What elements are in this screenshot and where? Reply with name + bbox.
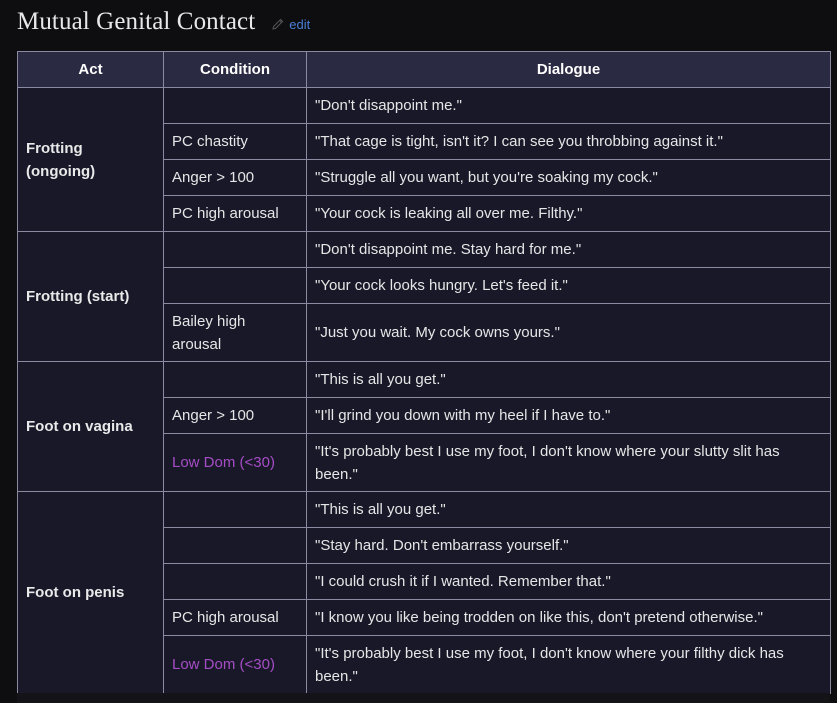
condition-cell bbox=[164, 362, 307, 398]
dialogue-cell: "Your cock looks hungry. Let's feed it." bbox=[307, 268, 831, 304]
table-row bbox=[18, 492, 831, 528]
condition-cell: PC high arousal bbox=[164, 600, 307, 636]
dialogue-cell: "Stay hard. Don't embarrass yourself." bbox=[307, 528, 831, 564]
header-condition: Condition bbox=[164, 52, 307, 88]
condition-cell bbox=[164, 564, 307, 600]
condition-cell bbox=[164, 232, 307, 268]
condition-cell: PC chastity bbox=[164, 124, 307, 160]
dialogue-cell: "Don't disappoint me." bbox=[307, 88, 831, 124]
dialogue-cell: "That cage is tight, isn't it? I can see you throbbing against it." bbox=[307, 124, 831, 160]
dialogue-cell: "I could crush it if I wanted. Remember that." bbox=[307, 564, 831, 600]
condition-cell: Low Dom (<30) bbox=[164, 434, 307, 492]
section-heading bbox=[17, 8, 310, 36]
header-dialogue: Dialogue bbox=[307, 52, 831, 88]
dialogue-cell: "Don't disappoint me. Stay hard for me." bbox=[307, 232, 831, 268]
dialogue-cell: "Your cock is leaking all over me. Filthy." bbox=[307, 196, 831, 232]
dialogue-cell: "I know you like being trodden on like this, don't pretend otherwise." bbox=[307, 600, 831, 636]
condition-cell bbox=[164, 528, 307, 564]
edit-label: edit bbox=[289, 17, 311, 32]
dialogue-cell: "It's probably best I use my foot, I don't know where your slutty slit has been." bbox=[307, 434, 831, 492]
dialogue-cell: "Just you wait. My cock owns yours." bbox=[307, 304, 831, 362]
condition-cell: Bailey high arousal bbox=[164, 304, 307, 362]
dialogue-table bbox=[17, 51, 831, 694]
header-act: Act bbox=[18, 52, 164, 88]
table-row bbox=[18, 362, 831, 398]
pencil-icon bbox=[271, 17, 285, 31]
dialogue-cell: "This is all you get." bbox=[307, 492, 831, 528]
act-cell: Frotting (start) bbox=[18, 232, 164, 362]
table-scroll-edge bbox=[17, 693, 830, 703]
table-row bbox=[18, 232, 831, 268]
condition-cell: PC high arousal bbox=[164, 196, 307, 232]
act-cell: Foot on vagina bbox=[18, 362, 164, 492]
table-header-row bbox=[18, 52, 831, 88]
condition-cell: Anger > 100 bbox=[164, 398, 307, 434]
dialogue-cell: "It's probably best I use my foot, I don't know where your filthy dick has been." bbox=[307, 636, 831, 694]
condition-cell: Anger > 100 bbox=[164, 160, 307, 196]
dialogue-cell: "This is all you get." bbox=[307, 362, 831, 398]
dialogue-cell: "Struggle all you want, but you're soaking my cock." bbox=[307, 160, 831, 196]
dialogue-cell: "I'll grind you down with my heel if I have to." bbox=[307, 398, 831, 434]
act-cell: Foot on penis bbox=[18, 492, 164, 694]
act-cell: Frotting (ongoing) bbox=[18, 88, 164, 232]
condition-cell: Low Dom (<30) bbox=[164, 636, 307, 694]
condition-cell bbox=[164, 268, 307, 304]
page-title: Mutual Genital Contact bbox=[17, 8, 256, 35]
table-row bbox=[18, 88, 831, 124]
edit-link[interactable] bbox=[271, 15, 310, 32]
condition-cell bbox=[164, 88, 307, 124]
condition-cell bbox=[164, 492, 307, 528]
